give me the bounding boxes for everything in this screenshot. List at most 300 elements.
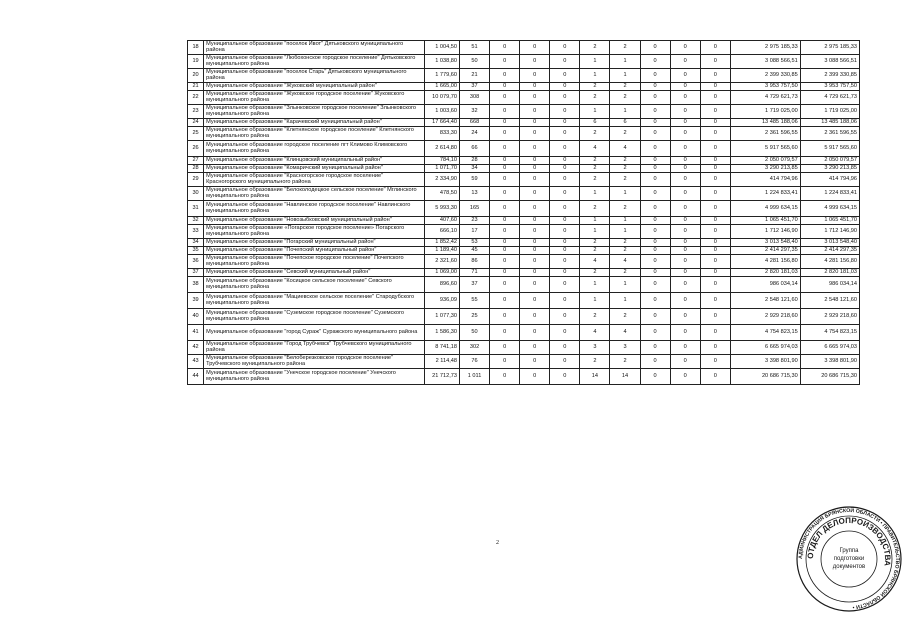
cell-c8: 0 [700, 368, 730, 384]
cell-name: Муниципальное образование «Погарское городское поселение» Погарского муниципального района [204, 224, 424, 238]
cell-name: Муниципальное образование "Белоберезковское городское поселение" Трубчевского муниципального района [204, 354, 424, 368]
cell-sum2: 2 414 297,35 [800, 246, 859, 254]
cell-c5: 2 [610, 308, 640, 324]
cell-c3: 0 [550, 292, 580, 308]
cell-pop: 76 [460, 354, 490, 368]
table-row [188, 68, 860, 82]
cell-area: 478,50 [424, 186, 459, 200]
cell-c2: 0 [520, 54, 550, 68]
cell-sum1: 2 399 330,85 [730, 68, 800, 82]
cell-c1: 0 [490, 164, 520, 172]
cell-c7: 0 [670, 126, 700, 140]
cell-c3: 0 [550, 156, 580, 164]
cell-c5: 6 [610, 118, 640, 126]
cell-sum2: 20 686 715,30 [800, 368, 859, 384]
table-row [188, 254, 860, 268]
cell-name: Муниципальное образование "поселок Ивот" Дятьковского муниципального района [204, 41, 424, 55]
cell-no: 41 [188, 324, 204, 340]
cell-c8: 0 [700, 340, 730, 354]
cell-c4: 1 [580, 68, 610, 82]
cell-c4: 2 [580, 126, 610, 140]
cell-sum1: 4 754 823,15 [730, 324, 800, 340]
cell-name: Муниципальное образование "Город Трубчевск" Трубчевского муниципального района [204, 340, 424, 354]
cell-c1: 0 [490, 246, 520, 254]
cell-pop: 37 [460, 82, 490, 90]
cell-c7: 0 [670, 68, 700, 82]
cell-c6: 0 [640, 308, 670, 324]
cell-c2: 0 [520, 90, 550, 104]
cell-area: 1 069,00 [424, 268, 459, 276]
cell-sum1: 20 686 715,30 [730, 368, 800, 384]
cell-c4: 2 [580, 41, 610, 55]
cell-no: 28 [188, 164, 204, 172]
cell-sum1: 986 034,14 [730, 276, 800, 292]
table-row [188, 276, 860, 292]
cell-no: 23 [188, 104, 204, 118]
cell-c2: 0 [520, 268, 550, 276]
cell-sum1: 6 665 974,03 [730, 340, 800, 354]
cell-c7: 0 [670, 238, 700, 246]
cell-c7: 0 [670, 140, 700, 156]
cell-c8: 0 [700, 268, 730, 276]
cell-sum2: 414 794,96 [800, 172, 859, 186]
cell-c4: 1 [580, 186, 610, 200]
cell-c3: 0 [550, 54, 580, 68]
cell-c6: 0 [640, 276, 670, 292]
cell-area: 936,09 [424, 292, 459, 308]
table-row [188, 156, 860, 164]
cell-c1: 0 [490, 238, 520, 246]
cell-c1: 0 [490, 292, 520, 308]
table-row [188, 118, 860, 126]
cell-c7: 0 [670, 246, 700, 254]
cell-c2: 0 [520, 164, 550, 172]
cell-c5: 4 [610, 254, 640, 268]
cell-c6: 0 [640, 268, 670, 276]
cell-area: 21 712,73 [424, 368, 459, 384]
table-row [188, 224, 860, 238]
cell-c7: 0 [670, 54, 700, 68]
cell-c8: 0 [700, 276, 730, 292]
cell-c7: 0 [670, 268, 700, 276]
cell-pop: 23 [460, 216, 490, 224]
municipalities-table [187, 40, 860, 385]
cell-no: 35 [188, 246, 204, 254]
table-row [188, 340, 860, 354]
cell-c1: 0 [490, 82, 520, 90]
cell-c4: 2 [580, 308, 610, 324]
cell-sum2: 3 953 757,50 [800, 82, 859, 90]
cell-c4: 2 [580, 164, 610, 172]
cell-c7: 0 [670, 200, 700, 216]
cell-pop: 308 [460, 90, 490, 104]
cell-pop: 165 [460, 200, 490, 216]
cell-sum1: 5 917 565,60 [730, 140, 800, 156]
cell-c5: 2 [610, 172, 640, 186]
cell-c6: 0 [640, 104, 670, 118]
cell-c3: 0 [550, 246, 580, 254]
cell-c3: 0 [550, 216, 580, 224]
cell-sum2: 2 361 596,55 [800, 126, 859, 140]
cell-sum2: 13 485 188,06 [800, 118, 859, 126]
cell-pop: 50 [460, 54, 490, 68]
table-row [188, 216, 860, 224]
cell-no: 24 [188, 118, 204, 126]
cell-area: 1 071,70 [424, 164, 459, 172]
cell-c1: 0 [490, 268, 520, 276]
cell-c3: 0 [550, 104, 580, 118]
cell-c3: 0 [550, 140, 580, 156]
cell-c8: 0 [700, 140, 730, 156]
cell-c2: 0 [520, 246, 550, 254]
cell-c1: 0 [490, 354, 520, 368]
cell-sum2: 2 975 185,33 [800, 41, 859, 55]
cell-c1: 0 [490, 126, 520, 140]
cell-c6: 0 [640, 324, 670, 340]
cell-c3: 0 [550, 41, 580, 55]
cell-c8: 0 [700, 254, 730, 268]
cell-c3: 0 [550, 268, 580, 276]
cell-pop: 45 [460, 246, 490, 254]
cell-c4: 2 [580, 238, 610, 246]
cell-area: 1 779,60 [424, 68, 459, 82]
cell-pop: 53 [460, 238, 490, 246]
cell-c3: 0 [550, 90, 580, 104]
cell-name: Муниципальное образование "Клинцовский муниципальный район" [204, 156, 424, 164]
cell-sum2: 4 729 621,73 [800, 90, 859, 104]
cell-c8: 0 [700, 224, 730, 238]
cell-area: 1 003,60 [424, 104, 459, 118]
cell-sum1: 1 712 146,90 [730, 224, 800, 238]
cell-c5: 1 [610, 186, 640, 200]
cell-sum1: 2 361 596,55 [730, 126, 800, 140]
cell-pop: 34 [460, 164, 490, 172]
cell-c1: 0 [490, 368, 520, 384]
cell-c1: 0 [490, 156, 520, 164]
table-row [188, 82, 860, 90]
cell-c2: 0 [520, 238, 550, 246]
cell-no: 44 [188, 368, 204, 384]
cell-name: Муниципальное образование "Косицкое сельское поселение" Севского муниципального района [204, 276, 424, 292]
cell-pop: 1 011 [460, 368, 490, 384]
cell-c7: 0 [670, 224, 700, 238]
cell-name: Муниципальное образование "Злынковское городское поселение" Злынковского муниципального района [204, 104, 424, 118]
cell-c5: 2 [610, 246, 640, 254]
cell-c1: 0 [490, 324, 520, 340]
cell-c8: 0 [700, 292, 730, 308]
cell-no: 29 [188, 172, 204, 186]
department-stamp [795, 505, 903, 613]
cell-sum2: 3 398 801,90 [800, 354, 859, 368]
cell-sum1: 414 794,96 [730, 172, 800, 186]
cell-c8: 0 [700, 200, 730, 216]
cell-pop: 13 [460, 186, 490, 200]
cell-area: 1 852,42 [424, 238, 459, 246]
cell-c8: 0 [700, 246, 730, 254]
cell-c5: 2 [610, 268, 640, 276]
cell-c4: 3 [580, 340, 610, 354]
cell-name: Муниципальное образование "поселок Старь" Дятьковского муниципального района [204, 68, 424, 82]
cell-sum1: 2 929 218,60 [730, 308, 800, 324]
cell-c6: 0 [640, 340, 670, 354]
cell-c8: 0 [700, 186, 730, 200]
cell-name: Муниципальное образование "Унечское городское поселение" Унечского муниципального района [204, 368, 424, 384]
cell-c3: 0 [550, 118, 580, 126]
cell-c7: 0 [670, 254, 700, 268]
cell-c3: 0 [550, 368, 580, 384]
cell-pop: 302 [460, 340, 490, 354]
table-row [188, 324, 860, 340]
table-row [188, 292, 860, 308]
cell-sum1: 2 820 181,03 [730, 268, 800, 276]
cell-c7: 0 [670, 276, 700, 292]
cell-no: 37 [188, 268, 204, 276]
cell-c2: 0 [520, 41, 550, 55]
cell-sum2: 6 665 974,03 [800, 340, 859, 354]
cell-c8: 0 [700, 90, 730, 104]
cell-area: 833,30 [424, 126, 459, 140]
cell-sum1: 2 548 121,60 [730, 292, 800, 308]
cell-no: 25 [188, 126, 204, 140]
cell-c2: 0 [520, 308, 550, 324]
cell-c2: 0 [520, 68, 550, 82]
cell-c7: 0 [670, 292, 700, 308]
cell-c4: 1 [580, 292, 610, 308]
cell-c5: 3 [610, 340, 640, 354]
cell-c1: 0 [490, 68, 520, 82]
cell-c6: 0 [640, 216, 670, 224]
table-row [188, 172, 860, 186]
cell-sum2: 4 754 823,15 [800, 324, 859, 340]
cell-c5: 1 [610, 216, 640, 224]
cell-c3: 0 [550, 224, 580, 238]
cell-area: 1 586,30 [424, 324, 459, 340]
cell-c1: 0 [490, 140, 520, 156]
cell-c8: 0 [700, 172, 730, 186]
cell-sum1: 3 290 213,85 [730, 164, 800, 172]
cell-pop: 668 [460, 118, 490, 126]
cell-sum1: 1 719 025,00 [730, 104, 800, 118]
cell-c6: 0 [640, 354, 670, 368]
cell-pop: 17 [460, 224, 490, 238]
cell-sum1: 3 953 757,50 [730, 82, 800, 90]
cell-c3: 0 [550, 82, 580, 90]
cell-c3: 0 [550, 340, 580, 354]
cell-c8: 0 [700, 82, 730, 90]
cell-pop: 25 [460, 308, 490, 324]
cell-sum1: 1 065 451,70 [730, 216, 800, 224]
cell-c6: 0 [640, 54, 670, 68]
cell-name: Муниципальное образование "Погарский муниципальный район" [204, 238, 424, 246]
cell-c6: 0 [640, 118, 670, 126]
cell-area: 1 665,00 [424, 82, 459, 90]
cell-c4: 1 [580, 224, 610, 238]
cell-name: Муниципальное образование "Жуковский муниципальный район" [204, 82, 424, 90]
cell-c5: 4 [610, 140, 640, 156]
cell-c8: 0 [700, 164, 730, 172]
cell-c2: 0 [520, 200, 550, 216]
cell-sum2: 4 281 156,80 [800, 254, 859, 268]
stamp-ring-text: ОТДЕЛ ДЕЛОПРОИЗВОДСТВА [805, 515, 893, 567]
cell-pop: 28 [460, 156, 490, 164]
cell-sum1: 2 975 185,33 [730, 41, 800, 55]
cell-no: 21 [188, 82, 204, 90]
cell-c5: 2 [610, 164, 640, 172]
cell-c1: 0 [490, 186, 520, 200]
cell-c4: 1 [580, 276, 610, 292]
cell-sum2: 1 224 833,41 [800, 186, 859, 200]
cell-c6: 0 [640, 172, 670, 186]
cell-sum2: 5 917 565,60 [800, 140, 859, 156]
cell-c3: 0 [550, 238, 580, 246]
cell-c1: 0 [490, 118, 520, 126]
cell-c5: 4 [610, 324, 640, 340]
table-row [188, 104, 860, 118]
cell-c4: 14 [580, 368, 610, 384]
cell-c2: 0 [520, 172, 550, 186]
cell-c3: 0 [550, 186, 580, 200]
cell-no: 27 [188, 156, 204, 164]
cell-area: 784,10 [424, 156, 459, 164]
stamp-outer-text: АДМИНИСТРАЦИЯ БРЯНСКОЙ ОБЛАСТИ • ПРАВИТЕЛЬСТВО БРЯНСКОЙ ОБЛАСТИ • [797, 507, 901, 610]
cell-c2: 0 [520, 292, 550, 308]
cell-c4: 2 [580, 354, 610, 368]
cell-c2: 0 [520, 354, 550, 368]
cell-name: Муниципальное образование "Карачевский муниципальный район" [204, 118, 424, 126]
cell-c2: 0 [520, 186, 550, 200]
cell-c1: 0 [490, 254, 520, 268]
cell-sum1: 3 013 548,40 [730, 238, 800, 246]
stamp-center-line-3: документов [832, 564, 866, 570]
cell-name: Муниципальное образование "Новозыбковский муниципальный район" [204, 216, 424, 224]
cell-c4: 2 [580, 200, 610, 216]
cell-c5: 2 [610, 354, 640, 368]
cell-c6: 0 [640, 254, 670, 268]
cell-c2: 0 [520, 276, 550, 292]
table-row [188, 354, 860, 368]
cell-c5: 2 [610, 156, 640, 164]
cell-c5: 1 [610, 276, 640, 292]
cell-c3: 0 [550, 172, 580, 186]
cell-c7: 0 [670, 164, 700, 172]
table-row [188, 268, 860, 276]
cell-c6: 0 [640, 126, 670, 140]
cell-pop: 37 [460, 276, 490, 292]
cell-name: Муниципальное образование "Суземское городское поселение" Суземского муниципального района [204, 308, 424, 324]
cell-c8: 0 [700, 238, 730, 246]
cell-c5: 2 [610, 82, 640, 90]
cell-name: Муниципальное образование "Навлинское городское поселение" Навлинского муниципального района [204, 200, 424, 216]
cell-c2: 0 [520, 82, 550, 90]
cell-c7: 0 [670, 216, 700, 224]
cell-c2: 0 [520, 324, 550, 340]
cell-c6: 0 [640, 186, 670, 200]
cell-area: 407,60 [424, 216, 459, 224]
cell-c2: 0 [520, 126, 550, 140]
cell-c6: 0 [640, 292, 670, 308]
table-row [188, 186, 860, 200]
cell-c5: 1 [610, 104, 640, 118]
cell-c4: 4 [580, 140, 610, 156]
cell-c8: 0 [700, 354, 730, 368]
cell-area: 2 321,60 [424, 254, 459, 268]
cell-c3: 0 [550, 164, 580, 172]
cell-no: 33 [188, 224, 204, 238]
cell-area: 896,60 [424, 276, 459, 292]
table-row [188, 54, 860, 68]
cell-c7: 0 [670, 340, 700, 354]
cell-c3: 0 [550, 254, 580, 268]
cell-no: 40 [188, 308, 204, 324]
cell-name: Муниципальное образование "город Сураж" Суражского муниципального района [204, 324, 424, 340]
cell-name: Муниципальное образование "Красногорское городское поселение" Красногорского муниципального района [204, 172, 424, 186]
cell-area: 666,10 [424, 224, 459, 238]
cell-pop: 50 [460, 324, 490, 340]
cell-c1: 0 [490, 54, 520, 68]
cell-c3: 0 [550, 324, 580, 340]
cell-sum1: 2 414 297,35 [730, 246, 800, 254]
cell-pop: 24 [460, 126, 490, 140]
cell-sum1: 4 729 621,73 [730, 90, 800, 104]
cell-sum1: 13 485 188,06 [730, 118, 800, 126]
cell-c7: 0 [670, 186, 700, 200]
cell-no: 26 [188, 140, 204, 156]
cell-no: 32 [188, 216, 204, 224]
cell-pop: 71 [460, 268, 490, 276]
cell-c6: 0 [640, 90, 670, 104]
cell-c4: 6 [580, 118, 610, 126]
table-row [188, 126, 860, 140]
cell-sum2: 2 050 079,57 [800, 156, 859, 164]
cell-c1: 0 [490, 172, 520, 186]
cell-no: 18 [188, 41, 204, 55]
cell-sum1: 1 224 833,41 [730, 186, 800, 200]
table-row [188, 308, 860, 324]
cell-pop: 32 [460, 104, 490, 118]
cell-c4: 2 [580, 268, 610, 276]
cell-sum2: 3 290 213,85 [800, 164, 859, 172]
cell-c7: 0 [670, 118, 700, 126]
cell-pop: 51 [460, 41, 490, 55]
cell-c1: 0 [490, 224, 520, 238]
cell-name: Муниципальное образование "Севский муниципальный район" [204, 268, 424, 276]
cell-name: Муниципальное образование "Комаричский муниципальный район" [204, 164, 424, 172]
cell-sum2: 3 013 548,40 [800, 238, 859, 246]
cell-c6: 0 [640, 164, 670, 172]
cell-c1: 0 [490, 308, 520, 324]
cell-c7: 0 [670, 308, 700, 324]
cell-c7: 0 [670, 104, 700, 118]
cell-c1: 0 [490, 41, 520, 55]
table-body [188, 41, 860, 385]
cell-no: 34 [188, 238, 204, 246]
cell-c7: 0 [670, 368, 700, 384]
cell-area: 8 741,18 [424, 340, 459, 354]
cell-c5: 2 [610, 126, 640, 140]
cell-c5: 2 [610, 200, 640, 216]
cell-c2: 0 [520, 224, 550, 238]
cell-area: 1 004,50 [424, 41, 459, 55]
cell-c5: 2 [610, 238, 640, 246]
cell-c7: 0 [670, 156, 700, 164]
cell-sum2: 3 088 566,51 [800, 54, 859, 68]
table-row [188, 90, 860, 104]
cell-name: Муниципальное образование "Жуковское городское поселение" Жуковского муниципального района [204, 90, 424, 104]
cell-name: Муниципальное образование "Белоколодецкое сельское поселение" Мглинского муниципального района [204, 186, 424, 200]
cell-name: Муниципальное образование "Почепский муниципальный район" [204, 246, 424, 254]
cell-c4: 2 [580, 246, 610, 254]
cell-c3: 0 [550, 200, 580, 216]
